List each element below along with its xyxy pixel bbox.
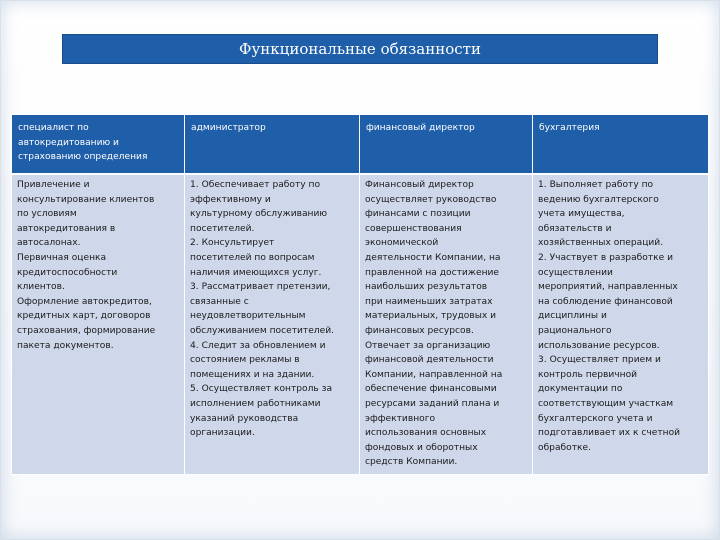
cell-line: соответствующим участкам — [538, 398, 674, 409]
cell-administrator-duties — [185, 174, 360, 474]
cell-line: наличия имеющихся услуг. — [190, 267, 322, 278]
cell-line: обработке. — [538, 442, 591, 453]
cell-line: при наименьших затратах — [365, 296, 493, 307]
duties-row — [12, 174, 709, 474]
cell-line: посетителей по вопросам — [190, 252, 315, 263]
duties-table — [11, 114, 709, 475]
header-row — [12, 115, 709, 175]
cell-line: 5. Осуществляет контроль за — [190, 384, 333, 395]
cell-line: учета имущества, — [538, 209, 625, 220]
cell-line: ведению бухгалтерского — [538, 194, 659, 205]
cell-line: использование ресурсов. — [538, 340, 660, 351]
cell-line: Компании, направленной на — [365, 369, 503, 380]
cell-line: 1. Выполняет работу по — [538, 180, 654, 190]
cell-line: хозяйственных операций. — [538, 238, 664, 249]
header-line: страхованию определения — [18, 152, 148, 163]
cell-line: ресурсами заданий плана и — [365, 398, 500, 409]
cell-line: 3. Осуществляет прием и — [538, 355, 661, 366]
cell-line: наибольших результатов — [365, 282, 488, 293]
cell-line: 2. Участвует в разработке и — [538, 252, 674, 263]
cell-line: на соблюдение финансовой — [538, 296, 673, 307]
cell-line: бухгалтерского учета и — [538, 413, 653, 424]
cell-line: указаний руководства — [190, 413, 299, 424]
header-line: бухгалтерия — [539, 123, 600, 133]
header-accounting — [533, 115, 709, 175]
cell-line: пакета документов. — [17, 340, 114, 351]
header-line: специалист по — [18, 123, 89, 133]
cell-line: обязательств и — [538, 223, 612, 234]
cell-line: средств Компании. — [365, 457, 458, 468]
header-auto-credit-specialist — [12, 115, 185, 175]
cell-line: финансовых ресурсов. — [365, 325, 474, 336]
cell-line: финансовой деятельности — [365, 355, 494, 366]
cell-line: посетителей. — [190, 223, 255, 234]
header-line: администратор — [191, 123, 266, 133]
cell-line: исполнением работниками — [190, 398, 321, 409]
cell-line: деятельности Компании, на — [365, 252, 501, 263]
cell-line: автокредитования в — [17, 223, 116, 234]
cell-line: кредитных карт, договоров — [17, 311, 151, 322]
cell-line: 2. Консультирует — [190, 238, 275, 249]
cell-line: обеспечение финансовыми — [365, 384, 497, 395]
cell-line: культурному обслуживанию — [190, 209, 328, 220]
cell-line: неудовлетворительным — [190, 311, 306, 322]
cell-line: экономической — [365, 238, 439, 249]
cell-line: организации. — [190, 428, 255, 439]
cell-line: обслуживанием посетителей. — [190, 325, 335, 336]
cell-line: использования основных — [365, 428, 487, 439]
cell-line: совершенствования — [365, 223, 462, 234]
cell-line: фондовых и оборотных — [365, 442, 478, 453]
header-line: финансовый директор — [366, 123, 475, 133]
cell-line: мероприятий, направленных — [538, 282, 678, 293]
cell-line: рационального — [538, 325, 612, 336]
cell-line: 1. Обеспечивает работу по — [190, 180, 321, 190]
cell-line: Привлечение и — [17, 180, 90, 190]
cell-line: дисциплины и — [538, 311, 607, 322]
cell-line: эффективному и — [190, 194, 271, 205]
cell-line: страхования, формирование — [17, 325, 156, 336]
cell-line: 4. Следит за обновлением и — [190, 340, 326, 351]
cell-line: по условиям — [17, 209, 77, 220]
cell-line: 3. Рассматривает претензии, — [190, 282, 331, 293]
cell-auto-credit-specialist-duties — [12, 174, 185, 474]
cell-line: Первичная оценка — [17, 252, 107, 263]
cell-line: материальных, трудовых и — [365, 311, 497, 322]
cell-line: автосалонах. — [17, 238, 81, 249]
cell-line: состоянием рекламы в — [190, 355, 300, 366]
cell-line: консультирование клиентов — [17, 194, 155, 205]
cell-line: эффективного — [365, 413, 436, 424]
cell-line: Отвечает за организацию — [365, 340, 491, 351]
cell-accounting-duties — [533, 174, 709, 474]
cell-line: осуществляет руководство — [365, 194, 497, 205]
cell-line: Оформление автокредитов, — [17, 296, 152, 307]
cell-line: осуществлении — [538, 267, 613, 278]
cell-line: правленной на достижение — [365, 267, 500, 278]
header-financial-director — [360, 115, 533, 175]
header-administrator — [185, 115, 360, 175]
cell-line: Финансовый директор — [365, 180, 474, 190]
cell-line: подготавливает их к счетной — [538, 428, 681, 439]
cell-line: документации по — [538, 384, 623, 395]
cell-line: контроль первичной — [538, 369, 638, 380]
cell-line: кредитоспособности — [17, 267, 118, 278]
cell-line: финансами с позиции — [365, 209, 471, 220]
slide-title: Функциональные обязанности — [62, 34, 658, 64]
header-line: автокредитованию и — [18, 137, 119, 148]
cell-line: клиентов. — [17, 282, 65, 293]
cell-financial-director-duties — [360, 174, 533, 474]
cell-line: связанные с — [190, 296, 249, 307]
cell-line: помещениях и на здании. — [190, 369, 315, 380]
